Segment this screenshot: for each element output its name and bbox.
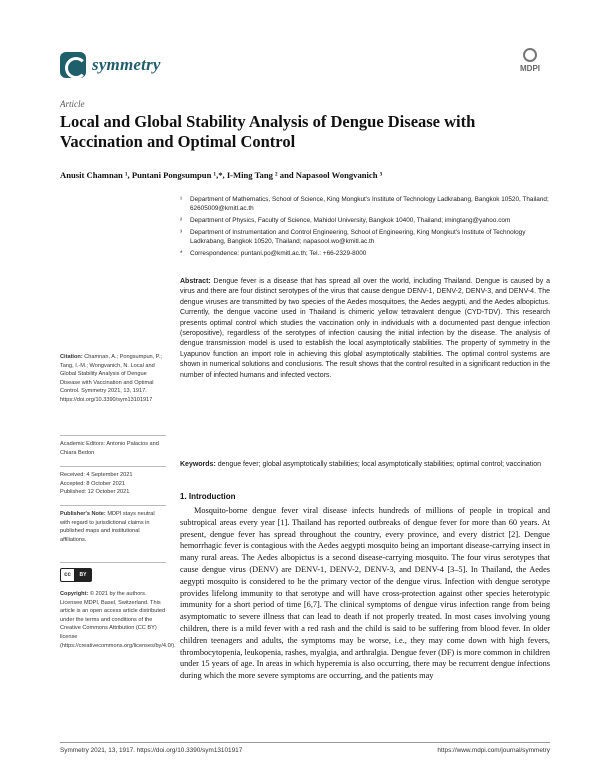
publisher-note-text: MDPI stays neutral with regard to jurisdictional claims in published maps and institutional affiliations. (60, 511, 155, 543)
journal-logo (60, 52, 161, 78)
dates-block (60, 471, 166, 497)
footer-divider (60, 742, 550, 743)
academic-editors: Academic Editors: Antonio Palacios and Chiara Bedon (60, 441, 159, 456)
paper-title: Local and Global Stability Analysis of Dengue Disease with Vaccination and Optimal Control (60, 112, 476, 151)
author-list: Anusit Chamnan ¹, Puntani Pongsumpun ¹,*, I-Ming Tang ² and Napasool Wongvanich ³ (60, 170, 383, 180)
abstract-text: Dengue fever is a disease that has spread all over the world, including Thailand. Dengue is caused by a virus and there are four distinct serotypes of the virus that cause dengue DENV-1, DENV-2, DENV-3, and DENV-4. The dengue viruses are transmitted by two species of the Aedes mosquitoes, the Aedes aegypti, and the Aedes albopictus. Currently, the dengue vaccine used in Thailand is chimeric yellow tetravalent dengue (CYD-TDV). This research presents optimal control which studies the vaccination only in individuals with a documented past dengue infection (seropositive), regardless of the serotypes of infection causing the initial infection by the disease. The analysis of dengue transmission model is used to establish the local asymptotically stabilities. The property of symmetry in the Lyapunov function an import role in achieving this global asymptotically stabilities. The optimal control systems are shown in numerical solutions and conclusions. The result shows that the control resulted in a significant reduction in the number of infected humans and infected vectors. (180, 278, 550, 379)
license-badge[interactable] (60, 568, 166, 582)
page-footer (60, 747, 550, 754)
sidebar-divider (60, 562, 166, 563)
publisher-note-label: Publisher's Note: (60, 511, 106, 517)
sidebar-divider (60, 466, 166, 467)
sidebar-divider (60, 505, 166, 506)
citation-text: Chamnan, A.; Pongsumpun, P.; Tang, I.-M.; Wongvanich, N. Local and Global Stability Analysis of Dengue Disease with Vaccination and Optimal Control. Symmetry 2021, 13, 1917. https://doi.org/10.3390/sym13101917 (60, 354, 162, 403)
abstract-label: Abstract: (180, 278, 211, 285)
keywords-label: Keywords: (180, 461, 216, 468)
article-type: Article (60, 99, 85, 109)
copyright-block (60, 590, 176, 650)
received-date: Received: 4 September 2021 (60, 472, 133, 478)
citation-block (60, 353, 166, 405)
citation-label: Citation: (60, 354, 83, 360)
affiliation-item: ³ Department of Instrumentation and Control Engineering, School of Engineering, King Mongkut's Institute of Technology Ladkrabang, Bangkok 10520, Thailand; napasool.wo@kmitl.ac.th (180, 229, 526, 245)
footer-citation[interactable]: Symmetry 2021, 13, 1917. https://doi.org/10.3390/sym13101917 (60, 747, 243, 754)
copyright-label: Copyright: (60, 591, 89, 597)
affiliation-item: ² Department of Physics, Faculty of Science, Mahidol University, Bangkok 10400, Thailand; imingtang@yahoo.com (180, 217, 511, 224)
section-heading: 1. Introduction (180, 492, 236, 501)
publisher-logo (512, 48, 548, 80)
affiliation-item: ¹ Department of Mathematics, School of Science, King Mongkut's Institute of Technology Ladkrabang, Bangkok 10520, Thailand; 62605009@kmitl.ac.th (180, 196, 549, 212)
sidebar-divider (60, 435, 166, 436)
introduction-text: Mosquito-borne dengue fever viral disease infects hundreds of millions of people in tropical and subtropical areas every year [1]. Thailand has reported outbreaks of dengue fever for more than 60 years. At present, dengue fever has spread throughout the country, every province, and every district [2]. Dengue hemorrhagic fever is contagious with the Aedes aegypti mosquito being an important disease-carrying insect in many rural areas. The Aedes albopictus is a second disease-carrying mosquito. The four virus serotypes that cause dengue virus (DENV) are DENV-1, DENV-2, DENV-3, and DENV-4 [3–5]. In Thailand, the Aedes aegypti mosquito is considered to be the primary vector of the dengue virus. Infection with dengue serotype provides lifelong immunity to that serotype and will have cross-protection against other species heterotypic immunity for a short period of time [6,7]. The clinical symptoms of dengue virus infection range from being asymptomatic to severe illness that can lead to death if not properly treated. In most cases involving young children, there is a mild fever with a red rash and the child is said to be suffering from blood fever. In older children teenagers and adults, the symptoms may be worse, i.e., they may come down with high fevers, thrombocytopenia, leukopenia, rashes, myalgia, and arthralgia. Dengue fever (DF) is more common in children under 15 years of age. In areas in which hyperemia is also occurring, there may be recurrent dengue infections during which the more severe symptoms are occurring, and the patients may (180, 506, 550, 681)
affiliations (180, 195, 550, 261)
publisher-name: MDPI (520, 64, 540, 73)
publisher-note (60, 510, 166, 544)
published-date: Published: 12 October 2021 (60, 489, 130, 496)
journal-name: symmetry (92, 55, 161, 74)
keywords-text: dengue fever; global asymptotically stabilities; local asymptotically stabilities; optimal control; vaccination (217, 461, 542, 468)
affiliation-item: * Correspondence: puntani.po@kmitl.ac.th; Tel.: +66-2329-8000 (180, 250, 367, 257)
keywords (180, 460, 550, 470)
footer-journal-link[interactable]: https://www.mdpi.com/journal/symmetry (437, 747, 550, 754)
accepted-date: Accepted: 8 October 2021 (60, 480, 125, 487)
cc-by-icon: cc BY (60, 568, 92, 582)
copyright-text: © 2021 by the authors. Licensee MDPI, Basel, Switzerland. This article is an open access article distributed under the terms and conditions of the Creative Commons Attribution (CC BY) license (https://creativecommons.org/licenses/by/4.0/). (60, 591, 176, 649)
abstract (180, 277, 550, 381)
journal-logo-icon (60, 52, 86, 78)
publisher-logo-icon (523, 48, 537, 62)
